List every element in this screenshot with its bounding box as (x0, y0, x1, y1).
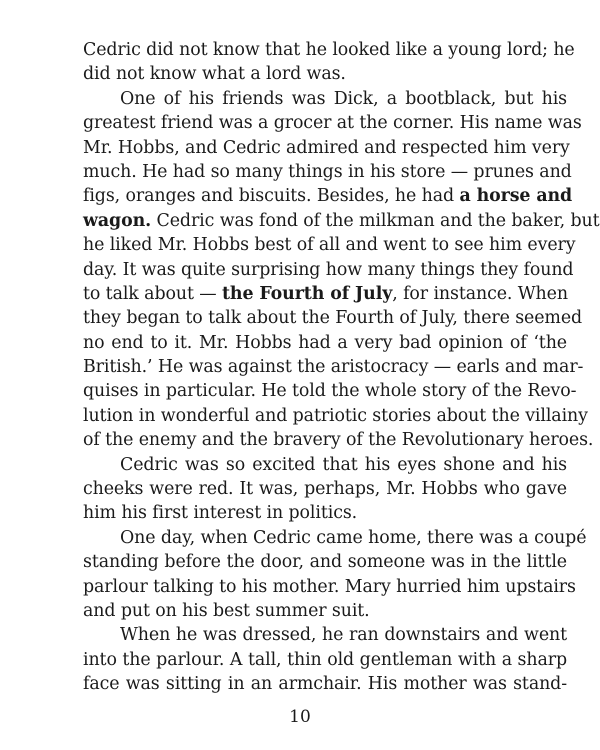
text-line (83, 428, 594, 452)
text-run: much. He had so many things in his store — prunes and (83, 161, 572, 182)
text-run: no end to it. Mr. Hobbs had a very bad opinion of ‘the (83, 332, 567, 353)
text-run: Cedric did not know that he looked like a young lord; he (83, 40, 575, 60)
text-run: Cedric was so excited that his eyes shone and his (120, 454, 567, 475)
text-run: quises in particular. He told the whole story of the Revo- (83, 381, 577, 402)
body-text (83, 38, 600, 697)
text-line (83, 258, 574, 282)
text-run: Mr. Hobbs, and Cedric admired and respected him very (83, 137, 570, 158)
text-line (83, 404, 588, 428)
text-run: cheeks were red. It was, perhaps, Mr. Hobbs who gave (83, 479, 567, 500)
text-run: When he was dressed, he ran downstairs and went (120, 625, 567, 646)
text-run: Cedric was fond of the milkman and the baker, but (151, 210, 600, 231)
page-number: 10 (289, 707, 311, 727)
text-run: day. It was quite surprising how many things they found (83, 259, 574, 280)
text-run: figs, oranges and biscuits. Besides, he had (83, 186, 460, 207)
text-run: One day, when Cedric came home, there was a coupé (120, 527, 587, 548)
text-line (83, 477, 567, 501)
text-line (83, 184, 573, 208)
text-line (83, 501, 567, 525)
text-run: did not know what a lord was. (83, 64, 346, 85)
text-run: British.’ He was against the aristocracy — earls and mar- (83, 357, 584, 378)
text-run: into the parlour. A tall, thin old gentleman with a sharp (83, 649, 567, 670)
text-line (83, 87, 567, 111)
text-line (83, 111, 582, 135)
text-line (83, 550, 567, 574)
bold-phrase: a horse and (459, 186, 573, 207)
text-line (83, 599, 567, 623)
bold-phrase: wagon. (83, 210, 152, 231)
text-line (83, 355, 584, 379)
text-run: face was sitting in an armchair. His mother was stand- (83, 674, 567, 695)
text-line (83, 160, 572, 184)
text-run: standing before the door, and someone was in the little (83, 552, 567, 573)
text-run: they began to talk about the Fourth of July, there seemed (83, 308, 583, 329)
text-line (83, 306, 583, 330)
text-run: One of his friends was Dick, a bootblack, but his (120, 88, 567, 109)
text-line (83, 38, 575, 62)
text-line (83, 623, 567, 647)
text-line (83, 648, 567, 672)
text-line (83, 379, 577, 403)
text-line (83, 136, 570, 160)
text-run: lution in wonderful and patriotic stories about the villainy (83, 405, 588, 426)
text-run: him his first interest in politics. (83, 503, 358, 524)
text-run: to talk about — (83, 283, 222, 304)
bold-phrase: the Fourth of July (221, 283, 393, 304)
text-run: greatest friend was a grocer at the corner. His name was (83, 113, 582, 134)
text-line (83, 233, 576, 257)
text-line (83, 575, 576, 599)
text-line (83, 331, 567, 355)
text-run: he liked Mr. Hobbs best of all and went to see him every (83, 235, 576, 256)
text-line (83, 453, 567, 477)
text-run: , for instance. When (392, 283, 568, 304)
text-run: parlour talking to his mother. Mary hurried him upstairs (83, 576, 576, 597)
text-line (83, 282, 567, 306)
text-line (83, 526, 587, 550)
text-line (83, 672, 567, 696)
text-line (83, 62, 567, 86)
text-line (83, 209, 600, 233)
text-run: of the enemy and the bravery of the Revolutionary heroes. (83, 430, 594, 451)
text-run: and put on his best summer suit. (83, 600, 370, 621)
